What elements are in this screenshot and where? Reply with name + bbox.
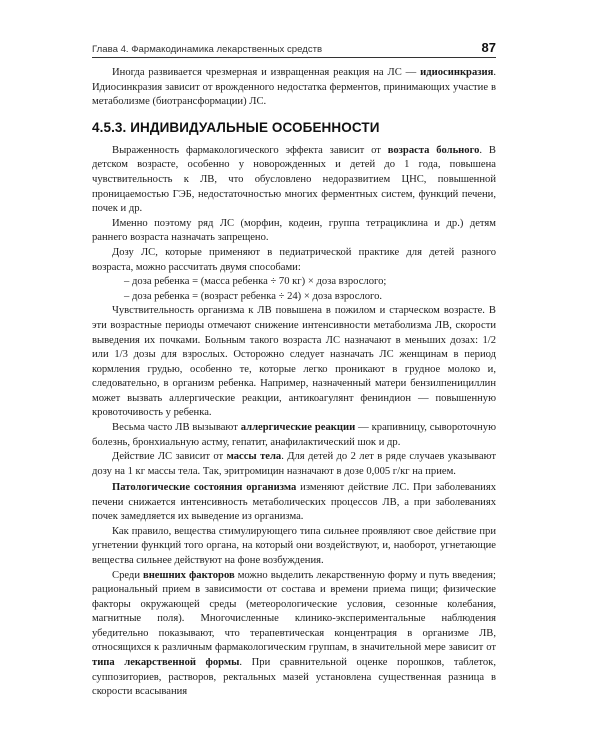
term-idiosyncrasy: идиосинкразия [420, 67, 494, 78]
paragraph-age: Выраженность фармакологического эффекта зависит от возраста больного. В детском возрасте, особенно у новорожденных и детей до 1 года, повышена чувствительность к ЛВ, что обусловлено недоразвитием ЦНС, повышенной проницаемостью ГЭБ, недостаточностью многих ферментных систем, функций печени, почек и др. [92, 144, 496, 215]
paragraph-idiosyncrasy: Иногда развивается чрезмерная и извращенная реакция на ЛС — идиосинкразия. Идиосинкразия зависит от врожденного недостатка ферментов, принимающих участие в метаболизме (биотрансформации) ЛС. [92, 67, 496, 108]
chapter-title: Глава 4. Фармакодинамика лекарственных средств [92, 44, 323, 55]
running-header [92, 40, 496, 55]
term-dosage-form: типа лекарственной формы [92, 657, 240, 669]
page-number: 87 [481, 40, 496, 55]
paragraph-elderly: Чувствительность организма к ЛВ повышена в пожилом и старческом возрасте. В эти возрастные периоды отмечают снижение интенсивности метаболизма ЛВ, скорости выведения их почками. Больным такого возраста ЛС назначают в меньших дозах: 1/2 или 1/3 дозы для взрослых. Осторожно следует назначать ЛС женщинам в период кормления грудью, особенно те, которые легко проникают в грудное молоко и, следовательно, в организм ребенка. Например, назначенный матери бензилпенициллин может вызвать аллергические реакции, антикоагулянт фениндион — повышенную кровоточивость у ребенка. [92, 305, 496, 419]
paragraph-external-factors: Среди внешних факторов можно выделить лекарственную форму и путь введения; рациональный прием в зависимости от состава и времени приема пищи; физические факторы окружающей среды (метеорологические условия, сезонные колебания, магнитные поля). Многочисленные клинико-экспериментальные наблюдения убедительно показывают, что терапевтическая концентрация в организме ЛВ, относящихся к различным фармакологическим группам, в значительной мере зависит от типа лекарственной формы. При сравнительной оценке порошков, таблеток, суппозиториев, растворов, ректальных мазей установлена существенная разница в скорости всасывания [92, 569, 496, 698]
dose-formula-mass: – доза ребенка = (масса ребенка ÷ 70 кг) × доза взрослого; [124, 276, 387, 288]
term-patient-age: возраста больного [387, 144, 480, 156]
paragraph-pathology: Патологические состояния организма изменяют действие ЛС. При заболеваниях печени снижается интенсивность метаболических процессов ЛВ, а при заболеваниях почек замедляется их выведение из организма. [92, 481, 497, 523]
paragraph-dose-calc: Дозу ЛС, которые применяют в педиатрической практике для детей разного возраста, можно рассчитать двумя способами: [92, 246, 496, 273]
term-body-mass: массы тела [226, 451, 282, 463]
paragraph-stimulating: Как правило, вещества стимулирующего типа сильнее проявляют свое действие при угнетении функций того органа, на который они воздействуют, и, наоборот, угнетающие вещества сильнее действуют на фоне возбуждения. [92, 525, 496, 566]
dose-formula-age: – доза ребенка = (возраст ребенка ÷ 24) × доза взрослого. [124, 290, 383, 302]
term-external-factors: внешних факторов [142, 569, 235, 581]
paragraph-forbidden-drugs: Именно поэтому ряд ЛС (морфин, кодеин, группа тетрациклина и др.) детям раннего возраста назначать запрещено. [92, 217, 496, 244]
section-heading: 4.5.3. ИНДИВИДУАЛЬНЫЕ ОСОБЕННОСТИ [92, 119, 380, 135]
paragraph-body-mass: Действие ЛС зависит от массы тела. Для детей до 2 лет в ряде случаев указывают дозу на 1 кг массы тела. Так, эритромицин назначают в дозе 0,005 г/кг на прием. [92, 451, 496, 477]
paragraph-allergy: Весьма часто ЛВ вызывают аллергические реакции — крапивницу, сывороточную болезнь, бронхиальную астму, гепатит, анафилактический шок и др. [92, 422, 497, 448]
header-rule [92, 57, 496, 58]
term-allergic-reactions: аллергические реакции [240, 422, 356, 434]
page-body [92, 66, 496, 700]
term-pathological-states: Патологические состояния организма [112, 481, 297, 493]
